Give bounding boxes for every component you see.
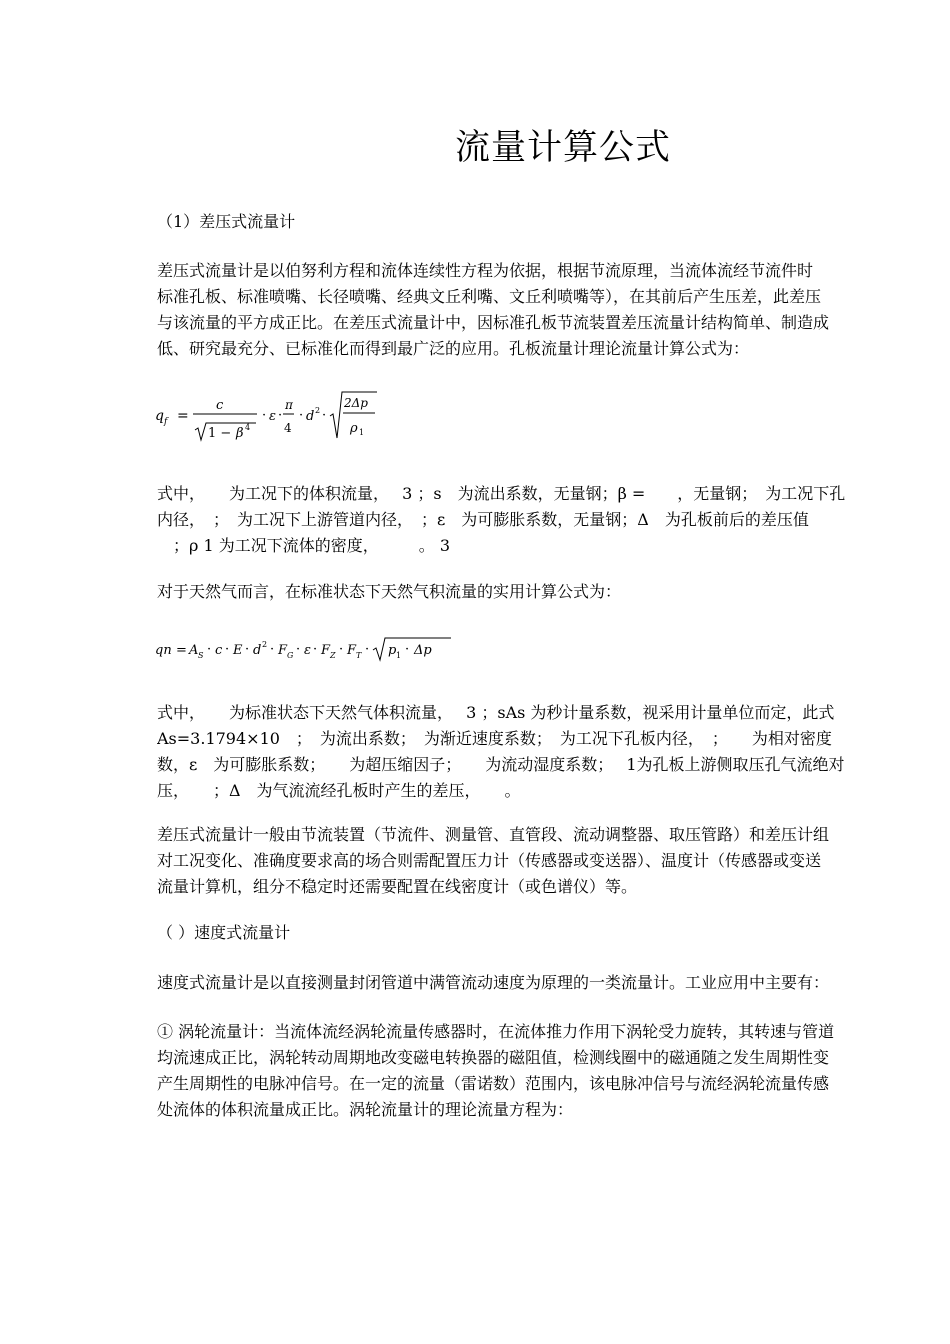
formula-symbol: F	[321, 643, 331, 658]
formula-symbol: ·	[365, 642, 370, 657]
formula-symbol: ·	[225, 642, 230, 657]
text-line: 处流体的体积流量成正比。涡轮流量计的理论流量方程为：	[157, 1100, 574, 1119]
formula-symbol: ·	[296, 642, 301, 657]
formula-symbol: ·	[322, 408, 327, 423]
formula-symbol: Δp	[414, 643, 432, 658]
formula-2-svg	[155, 632, 465, 668]
text-line: As=3.1794×10 ； 为流出系数； 为渐近速度系数； 为工况下孔板内径， ； 为相对密度	[157, 729, 832, 748]
formula-symbol: F	[347, 643, 357, 658]
paragraph-3	[157, 579, 950, 605]
formula-symbol: 1	[396, 651, 402, 660]
formula-symbol: =	[177, 408, 189, 424]
formula-symbol: 2	[315, 406, 321, 415]
formula-symbol: E	[233, 643, 243, 658]
text-line: 数，ε 为可膨胀系数； 为超压缩因子； 为流动湿度系数； 1为孔板上游侧取压孔气流绝对	[157, 755, 845, 774]
paragraph-5	[157, 822, 950, 900]
formula-symbol: q	[155, 408, 164, 424]
formula-symbol: 4	[284, 421, 292, 435]
page-title: 流量计算公式	[455, 128, 672, 168]
formula-natural-gas-flow	[155, 632, 465, 668]
formula-symbol: f	[164, 417, 168, 427]
formula-symbol: 1	[359, 428, 365, 437]
paragraph-4	[157, 700, 950, 804]
paragraph-6	[157, 970, 950, 996]
formula-symbol: Z	[330, 651, 336, 660]
formula-symbol: ·	[313, 642, 318, 657]
formula-symbol: d	[253, 643, 262, 658]
formula-symbol: qn	[155, 643, 172, 658]
formula-symbol: p	[388, 643, 397, 658]
sqrt-sign	[373, 638, 451, 660]
formula-symbol: G	[287, 651, 294, 660]
formula-symbol: c	[216, 398, 224, 413]
formula-symbol: F	[278, 643, 288, 658]
text-line: 标准孔板、标准喷嘴、长径喷嘴、经典文丘利嘴、文丘利喷嘴等），在其前后产生压差，此差压	[157, 287, 822, 306]
text-line: 式中， 为工况下的体积流量， 3 ；s 为流出系数，无量钢；β = ，无量钢； 为工况下孔	[157, 484, 846, 503]
formula-symbol: π	[285, 398, 293, 412]
text-line: 速度式流量计是以直接测量封闭管道中满管流动速度为原理的一类流量计。工业应用中主要有：	[157, 973, 830, 992]
text-line: ；ρ 1 为工况下流体的密度， 。 3	[157, 536, 451, 555]
formula-symbol: 4	[245, 423, 251, 432]
formula-symbol: ·	[278, 408, 283, 423]
formula-symbol: ε	[269, 409, 276, 424]
text-line: 低、研究最充分、已标准化而得到最广泛的应用。孔板流量计理论流量计算公式为：	[157, 339, 750, 358]
paragraph-7	[157, 1019, 950, 1123]
formula-symbol: S	[198, 651, 204, 660]
formula-symbol: ·	[339, 642, 344, 657]
formula-symbol: =	[176, 643, 187, 658]
formula-symbol: β	[236, 426, 244, 441]
section-1-heading: （1）差压式流量计	[157, 212, 296, 231]
text-line: 差压式流量计是以伯努利方程和流体连续性方程为依据，根据节流原理，当流体流经节流件时	[157, 261, 814, 280]
text-line: 对于天然气而言，在标准状态下天然气积流量的实用计算公式为：	[157, 582, 622, 601]
section-2-heading: （ ）速度式流量计	[157, 923, 291, 942]
text-line: 与该流量的平方成正比。在差压式流量计中，因标准孔板节流装置差压流量计结构简单、制造成	[157, 313, 830, 332]
text-line: 均流速成正比，涡轮转动周期地改变磁电转换器的磁阻值，检测线圈中的磁通随之发生周期性变	[157, 1048, 830, 1067]
formula-symbol: ·	[405, 642, 410, 657]
formula-symbol: d	[306, 409, 315, 424]
formula-symbol: ·	[207, 642, 212, 657]
formula-symbol: 2	[262, 640, 268, 649]
formula-symbol: ρ	[350, 421, 358, 436]
formula-symbol: 1 −	[208, 426, 232, 441]
formula-symbol: ·	[299, 408, 304, 423]
text-line: 差压式流量计一般由节流装置（节流件、测量管、直管段、流动调整器、取压管路）和差压计组	[157, 825, 830, 844]
formula-symbol: ·	[245, 642, 250, 657]
text-line: 压， ；Δ 为气流流经孔板时产生的差压， 。	[157, 781, 521, 800]
text-line: 对工况变化、准确度要求高的场合则需配置压力计（传感器或变送器）、温度计（传感器或变送	[157, 851, 822, 870]
formula-symbol: 2Δp	[344, 396, 368, 410]
text-line: ① 涡轮流量计：当流体流经涡轮流量传感器时，在流体推力作用下涡轮受力旋转，其转速与管道	[157, 1022, 835, 1041]
text-line: 式中， 为标准状态下天然气体积流量， 3 ；sAs 为秒计量系数，视采用计量单位而定，此式	[157, 703, 835, 722]
text-line: 内径， ； 为工况下上游管道内径， ；ε 为可膨胀系数，无量钢；Δ 为孔板前后的差压值	[157, 510, 809, 529]
text-line: 流量计算机，组分不稳定时还需要配置在线密度计（或色谱仪）等。	[157, 877, 638, 896]
formula-symbol: ε	[304, 643, 311, 658]
formula-symbol: A	[189, 643, 199, 658]
formula-1-svg	[155, 388, 395, 448]
paragraph-2	[157, 481, 950, 559]
paragraph-1	[157, 258, 950, 362]
text-line: 产生周期性的电脉冲信号。在一定的流量（雷诺数）范围内，该电脉冲信号与流经涡轮流量传感	[157, 1074, 830, 1093]
formula-orifice-flow	[155, 388, 395, 448]
formula-symbol: ·	[270, 642, 275, 657]
formula-symbol: T	[356, 651, 362, 660]
formula-symbol: ·	[262, 408, 267, 423]
formula-symbol: c	[215, 643, 223, 658]
